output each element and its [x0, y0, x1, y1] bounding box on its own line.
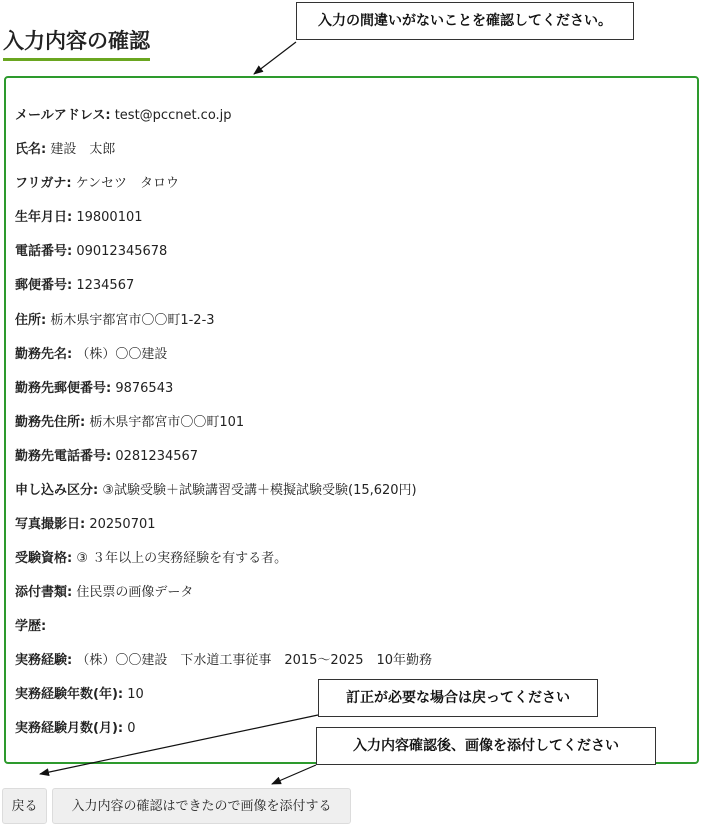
field-label: 実務経験年数(年): [15, 687, 124, 702]
field-value: ③試験受験＋試験講習受講＋模擬試験受験(15,620円) [102, 483, 417, 498]
field-value: （株）〇〇建設 下水道工事従事 2015～2025 10年勤務 [76, 653, 433, 668]
field-label: 実務経験月数(月): [15, 721, 124, 736]
field-label: 勤務先郵便番号: [15, 381, 112, 396]
page-title: 入力内容の確認 [3, 26, 150, 61]
callout-check-errors: 入力の間違いがないことを確認してください。 [296, 2, 634, 40]
field-label: 勤務先名: [15, 347, 73, 362]
field-label: 添付書類: [15, 585, 73, 600]
attach-image-button[interactable]: 入力内容の確認はできたので画像を添付する [52, 788, 351, 824]
field-value: 20250701 [89, 517, 156, 532]
field-label: 受験資格: [15, 551, 73, 566]
field-value: 09012345678 [76, 244, 168, 259]
field-label: 勤務先住所: [15, 415, 86, 430]
field-value: 栃木県宇都宮市〇〇町101 [89, 415, 245, 430]
callout-attach-image: 入力内容確認後、画像を添付してください [316, 727, 656, 765]
field-label: 郵便番号: [15, 278, 73, 293]
field-label: 住所: [15, 313, 47, 328]
field-label: 生年月日: [15, 210, 73, 225]
field-label: 勤務先電話番号: [15, 449, 112, 464]
field-value: 1234567 [76, 278, 135, 293]
field-value: 10 [127, 687, 144, 702]
field-label: 写真撮影日: [15, 517, 86, 532]
field-value: 9876543 [115, 381, 174, 396]
field-label: メールアドレス: [15, 108, 111, 123]
field-label: 氏名: [15, 142, 47, 157]
field-value: 0281234567 [115, 449, 199, 464]
callout-go-back: 訂正が必要な場合は戻ってください [318, 679, 598, 717]
arrow-to-back-button [40, 715, 318, 774]
field-value: 住民票の画像データ [76, 585, 194, 600]
field-value: 栃木県宇都宮市〇〇町1-2-3 [50, 313, 215, 328]
field-label: 実務経験: [15, 653, 73, 668]
field-label: 電話番号: [15, 244, 73, 259]
field-label: 学歴: [15, 619, 47, 634]
field-value: ③ ３年以上の実務経験を有する者。 [76, 551, 288, 566]
field-value: test@pccnet.co.jp [114, 108, 232, 123]
field-value: 19800101 [76, 210, 143, 225]
back-button[interactable]: 戻る [2, 788, 47, 824]
field-label: 申し込み区分: [15, 483, 99, 498]
field-value: ケンセツ タロウ [75, 176, 180, 191]
field-label: フリガナ: [15, 176, 72, 191]
arrow-to-attach-button [272, 765, 316, 784]
field-value: （株）〇〇建設 [76, 347, 168, 362]
arrow-to-panel [254, 42, 296, 74]
field-value: 0 [127, 721, 136, 736]
field-value: 建設 太郎 [50, 142, 116, 157]
